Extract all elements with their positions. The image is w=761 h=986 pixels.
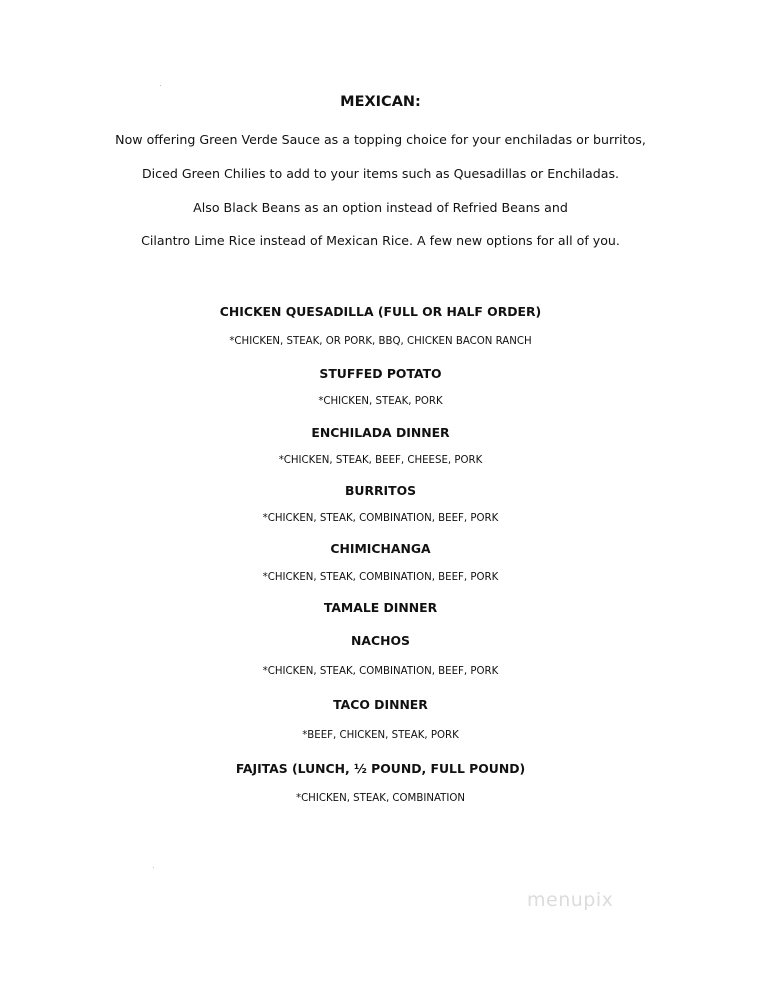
menu-item-options: *CHICKEN, STEAK, COMBINATION, BEEF, PORK xyxy=(262,513,499,524)
intro-line-1: Now offering Green Verde Sauce as a topping choice for your enchiladas or burritos, xyxy=(115,132,646,147)
menu-item-heading: CHIMICHANGA xyxy=(330,541,431,556)
menu-item-options: *CHICKEN, STEAK, PORK xyxy=(318,396,443,407)
page-title: MEXICAN: xyxy=(340,94,421,110)
watermark-logo: menupix xyxy=(527,889,614,911)
scan-speck xyxy=(160,85,161,86)
menu-item-options: *CHICKEN, STEAK, BEEF, CHEESE, PORK xyxy=(278,455,483,466)
menu-item-heading: FAJITAS (LUNCH, ½ POUND, FULL POUND) xyxy=(235,761,526,776)
menu-item-heading: TACO DINNER xyxy=(333,697,428,712)
intro-line-3: Also Black Beans as an option instead of Refried Beans and xyxy=(193,200,568,215)
menu-item-heading: NACHOS xyxy=(351,633,410,648)
intro-line-4: Cilantro Lime Rice instead of Mexican Rice. A few new options for all of you. xyxy=(141,233,620,248)
menu-item-options: *CHICKEN, STEAK, COMBINATION, BEEF, PORK xyxy=(262,666,499,677)
menu-item-options: *CHICKEN, STEAK, OR PORK, BBQ, CHICKEN BACON RANCH xyxy=(229,336,532,347)
menu-item-options: *BEEF, CHICKEN, STEAK, PORK xyxy=(302,730,459,741)
intro-line-2: Diced Green Chilies to add to your items such as Quesadillas or Enchiladas. xyxy=(141,166,620,181)
menu-item-heading: TAMALE DINNER xyxy=(323,600,438,615)
menu-item-options: *CHICKEN, STEAK, COMBINATION xyxy=(295,793,466,804)
menu-item-heading: CHICKEN QUESADILLA (FULL OR HALF ORDER) xyxy=(219,304,542,319)
menu-item-heading: STUFFED POTATO xyxy=(319,366,442,381)
menu-item-options: *CHICKEN, STEAK, COMBINATION, BEEF, PORK xyxy=(262,572,499,583)
menu-item-heading: ENCHILADA DINNER xyxy=(311,425,450,440)
scan-speck xyxy=(153,867,154,868)
menu-item-heading: BURRITOS xyxy=(344,483,417,498)
